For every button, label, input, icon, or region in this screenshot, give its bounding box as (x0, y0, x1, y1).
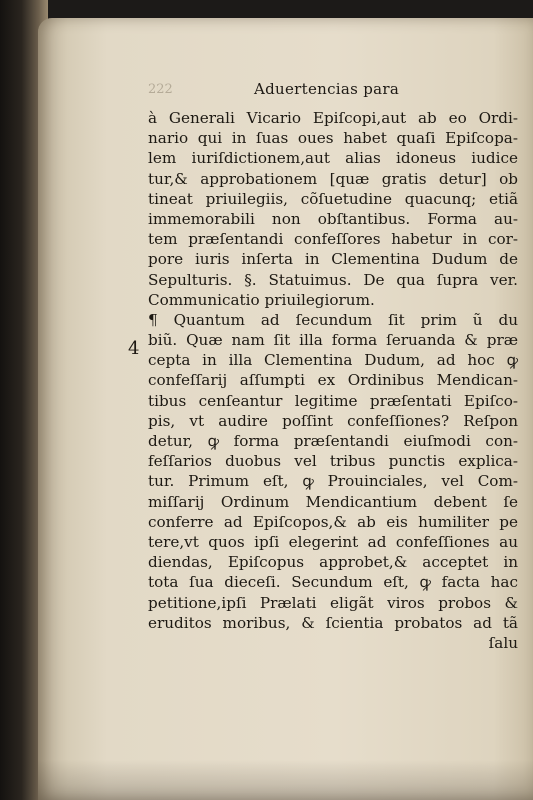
running-head: Aduertencias para (254, 80, 400, 98)
text-line: Sepulturis. §. Statuimus. De qua ſupra ver. (148, 270, 518, 289)
catchword: ſalu (488, 633, 518, 652)
text-line: lem iuriſdictionem,aut alias idoneus iudice (148, 149, 518, 168)
text-line: pore iuris inſerta in Clementina Dudum de (148, 250, 518, 269)
text-line: biũ. Quæ nam ſit illa forma ſeruanda & præ (148, 331, 518, 350)
page-number: 222 (148, 82, 173, 97)
text-line: tota ſua dieceſi. Secundum eſt, ꝙ facta hac (148, 573, 518, 592)
text-line: diendas, Epiſcopus approbet,& acceptet in (148, 553, 518, 572)
text-line: tineat priuilegiis, cõſuetudine quacunq; etiã (148, 189, 518, 208)
text-line: tur,& approbationem [quæ gratis detur] ob (148, 169, 518, 188)
text-line: à Generali Vicario Epiſcopi,aut ab eo Ordi- (148, 109, 518, 127)
text-line: confeſſarij aſſumpti ex Ordinibus Mendican- (148, 371, 518, 390)
text-line: tibus cenſeantur legitime præſentati Epiſco- (148, 391, 518, 410)
margin-number: 4 (128, 338, 140, 359)
page-shadow (38, 760, 533, 800)
body-text (148, 108, 518, 653)
text-line: detur, ꝙ forma præſentandi eiuſmodi con- (148, 432, 518, 450)
text-line: pis, vt audire poſſint confeſſiones? Reſpon (148, 411, 518, 430)
text-line: tem præſentandi confeſſores habetur in cor- (148, 230, 518, 249)
text-line: feſſarios duobus vel tribus punctis explica- (148, 452, 518, 471)
text-line: immemorabili non obſtantibus. Forma au- (148, 209, 518, 228)
text-line: tere,vt quos ipſi elegerint ad confeſſiones au (148, 532, 518, 551)
text-line: tur. Primum eſt, ꝙ Prouinciales, vel Com- (148, 472, 518, 491)
text-line: miſſarij Ordinum Mendicantium debent ſe (148, 492, 518, 511)
text-line: cepta in illa Clementina Dudum, ad hoc ꝙ (148, 351, 518, 370)
text-line: eruditos moribus, & ſcientia probatos ad tã (148, 613, 518, 632)
text-line: petitione,ipſi Prælati eligãt viros probos & (148, 593, 518, 612)
text-line: Communicatio priuilegiorum. (148, 290, 375, 309)
text-line: ¶ Quantum ad ſecundum ſit prim ũ du (148, 310, 518, 329)
text-line: nario qui in ſuas oues habet quaſi Epiſcopa- (148, 129, 518, 148)
text-line: conferre ad Epiſcopos,& ab eis humiliter pe (148, 512, 518, 531)
